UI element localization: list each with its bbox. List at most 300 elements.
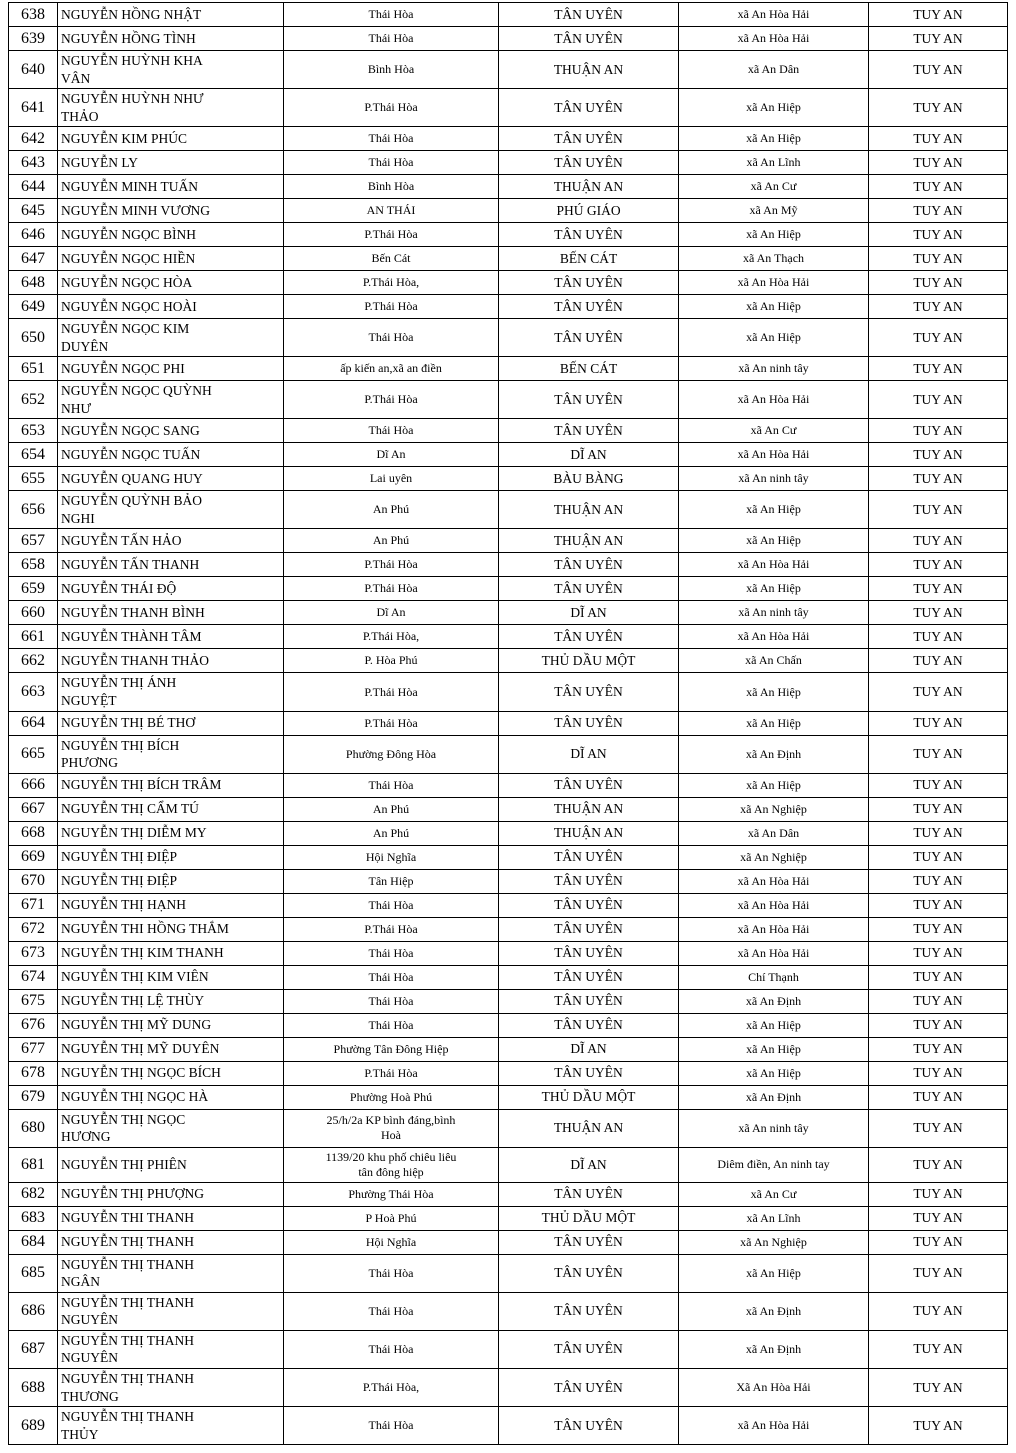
row-number-cell: 658 (9, 553, 58, 577)
full-name-cell: NGUYỄN MINH TUẤN (58, 175, 284, 199)
full-name-cell: NGUYỄN THI THANH (58, 1206, 284, 1230)
origin-place-cell: P.Thái Hòa (284, 577, 499, 601)
full-name-cell: NGUYỄN NGỌC BÌNH (58, 223, 284, 247)
row-number-cell: 640 (9, 51, 58, 89)
destination-district-cell: TUY AN (869, 1407, 1008, 1445)
row-number-cell: 684 (9, 1230, 58, 1254)
row-number-cell: 673 (9, 941, 58, 965)
full-name-cell: NGUYỄN NGỌC PHI (58, 357, 284, 381)
people-table (8, 2, 1008, 1445)
origin-district-cell: TÂN UYÊN (499, 773, 679, 797)
origin-district-cell: THỦ DẦU MỘT (499, 1206, 679, 1230)
origin-place-cell: An Phú (284, 491, 499, 529)
table-row (9, 27, 1008, 51)
origin-place-cell: Lai uyên (284, 467, 499, 491)
origin-district-cell: PHÚ GIÁO (499, 199, 679, 223)
row-number-cell: 685 (9, 1254, 58, 1292)
destination-district-cell: TUY AN (869, 735, 1008, 773)
full-name-cell: NGUYỄN THỊ BÉ THƠ (58, 711, 284, 735)
destination-district-cell: TUY AN (869, 27, 1008, 51)
destination-commune-cell: Diêm điền, An ninh tay (679, 1147, 869, 1182)
origin-place-cell: Thái Hòa (284, 893, 499, 917)
row-number-cell: 659 (9, 577, 58, 601)
table-row (9, 625, 1008, 649)
origin-place-cell: Thái Hòa (284, 1292, 499, 1330)
origin-place-cell: P.Thái Hòa (284, 673, 499, 711)
origin-district-cell: TÂN UYÊN (499, 989, 679, 1013)
origin-district-cell: TÂN UYÊN (499, 673, 679, 711)
row-number-cell: 661 (9, 625, 58, 649)
table-row (9, 127, 1008, 151)
origin-district-cell: TÂN UYÊN (499, 381, 679, 419)
full-name-cell: NGUYỄN THỊ LỆ THÙY (58, 989, 284, 1013)
origin-place-cell: P.Thái Hòa, (284, 1369, 499, 1407)
table-row (9, 223, 1008, 247)
table-row (9, 319, 1008, 357)
table-row (9, 247, 1008, 271)
destination-commune-cell: xã An Hòa Hải (679, 625, 869, 649)
origin-place-cell: Thái Hòa (284, 965, 499, 989)
origin-district-cell: THUẬN AN (499, 821, 679, 845)
destination-district-cell: TUY AN (869, 1230, 1008, 1254)
row-number-cell: 667 (9, 797, 58, 821)
destination-commune-cell: xã An Hiệp (679, 127, 869, 151)
table-row (9, 491, 1008, 529)
destination-commune-cell: xã An Hiệp (679, 773, 869, 797)
origin-place-cell: Phường Hoà Phú (284, 1085, 499, 1109)
destination-district-cell: TUY AN (869, 1085, 1008, 1109)
destination-district-cell: TUY AN (869, 3, 1008, 27)
row-number-cell: 683 (9, 1206, 58, 1230)
origin-place-cell: Thái Hòa (284, 3, 499, 27)
table-row (9, 3, 1008, 27)
destination-commune-cell: xã An Hòa Hải (679, 917, 869, 941)
origin-place-cell: P.Thái Hòa (284, 89, 499, 127)
origin-district-cell: TÂN UYÊN (499, 965, 679, 989)
full-name-cell: NGUYỄN THỊ NGỌC HƯƠNG (58, 1109, 284, 1147)
row-number-cell: 645 (9, 199, 58, 223)
origin-place-cell: Thái Hòa (284, 1254, 499, 1292)
destination-district-cell: TUY AN (869, 1254, 1008, 1292)
origin-district-cell: TÂN UYÊN (499, 3, 679, 27)
table-row (9, 577, 1008, 601)
row-number-cell: 638 (9, 3, 58, 27)
destination-commune-cell: xã An Cư (679, 419, 869, 443)
row-number-cell: 672 (9, 917, 58, 941)
destination-district-cell: TUY AN (869, 443, 1008, 467)
table-row (9, 1330, 1008, 1368)
full-name-cell: NGUYỄN THỊ THANH THƯƠNG (58, 1369, 284, 1407)
origin-place-cell: 25/h/2a KP bình đáng,bình Hoà (284, 1109, 499, 1147)
destination-commune-cell: xã An Hiệp (679, 577, 869, 601)
destination-commune-cell: xã An Hiệp (679, 223, 869, 247)
origin-district-cell: THỦ DẦU MỘT (499, 1085, 679, 1109)
row-number-cell: 677 (9, 1037, 58, 1061)
destination-commune-cell: xã An Hiệp (679, 529, 869, 553)
row-number-cell: 651 (9, 357, 58, 381)
origin-district-cell: TÂN UYÊN (499, 845, 679, 869)
destination-commune-cell: xã An Hòa Hải (679, 1407, 869, 1445)
origin-place-cell: Thái Hòa (284, 319, 499, 357)
destination-commune-cell: xã An Hiệp (679, 491, 869, 529)
origin-place-cell: Phường Thái Hòa (284, 1182, 499, 1206)
table-row (9, 443, 1008, 467)
full-name-cell: NGUYỄN HUỲNH KHA VÂN (58, 51, 284, 89)
origin-district-cell: TÂN UYÊN (499, 127, 679, 151)
destination-commune-cell: xã An Lĩnh (679, 151, 869, 175)
origin-place-cell: Thái Hòa (284, 1407, 499, 1445)
destination-commune-cell: xã An Hiệp (679, 1013, 869, 1037)
destination-commune-cell: xã An Định (679, 1330, 869, 1368)
origin-district-cell: BÀU BÀNG (499, 467, 679, 491)
destination-district-cell: TUY AN (869, 175, 1008, 199)
destination-district-cell: TUY AN (869, 127, 1008, 151)
full-name-cell: NGUYỄN THỊ NGỌC HÀ (58, 1085, 284, 1109)
origin-place-cell: Bến Cát (284, 247, 499, 271)
destination-commune-cell: Xã An Hòa Hải (679, 1369, 869, 1407)
destination-district-cell: TUY AN (869, 1037, 1008, 1061)
table-row (9, 89, 1008, 127)
origin-district-cell: TÂN UYÊN (499, 917, 679, 941)
destination-commune-cell: xã An Định (679, 989, 869, 1013)
destination-commune-cell: xã An ninh tây (679, 601, 869, 625)
row-number-cell: 689 (9, 1407, 58, 1445)
table-row (9, 553, 1008, 577)
origin-place-cell: P.Thái Hòa (284, 223, 499, 247)
table-row (9, 1182, 1008, 1206)
row-number-cell: 653 (9, 419, 58, 443)
destination-district-cell: TUY AN (869, 553, 1008, 577)
origin-place-cell: P.Thái Hòa (284, 917, 499, 941)
full-name-cell: NGUYỄN THỊ NGỌC BÍCH (58, 1061, 284, 1085)
table-row (9, 1206, 1008, 1230)
origin-place-cell: P.Thái Hòa (284, 295, 499, 319)
origin-place-cell: Thái Hòa (284, 773, 499, 797)
row-number-cell: 680 (9, 1109, 58, 1147)
full-name-cell: NGUYỄN NGỌC QUỲNH NHƯ (58, 381, 284, 419)
table-row (9, 381, 1008, 419)
origin-district-cell: TÂN UYÊN (499, 89, 679, 127)
row-number-cell: 670 (9, 869, 58, 893)
row-number-cell: 669 (9, 845, 58, 869)
table-row (9, 51, 1008, 89)
table-row (9, 1254, 1008, 1292)
destination-district-cell: TUY AN (869, 357, 1008, 381)
full-name-cell: NGUYỄN NGỌC HÒA (58, 271, 284, 295)
row-number-cell: 642 (9, 127, 58, 151)
destination-district-cell: TUY AN (869, 845, 1008, 869)
origin-district-cell: TÂN UYÊN (499, 419, 679, 443)
destination-district-cell: TUY AN (869, 295, 1008, 319)
row-number-cell: 646 (9, 223, 58, 247)
row-number-cell: 676 (9, 1013, 58, 1037)
full-name-cell: NGUYỄN THỊ BÍCH PHƯƠNG (58, 735, 284, 773)
row-number-cell: 656 (9, 491, 58, 529)
full-name-cell: NGUYỄN THANH BÌNH (58, 601, 284, 625)
destination-commune-cell: xã An ninh tây (679, 357, 869, 381)
destination-commune-cell: xã An Hòa Hải (679, 869, 869, 893)
destination-commune-cell: xã An Dân (679, 821, 869, 845)
origin-place-cell: P.Thái Hòa, (284, 625, 499, 649)
destination-district-cell: TUY AN (869, 1147, 1008, 1182)
destination-district-cell: TUY AN (869, 491, 1008, 529)
origin-place-cell: Dĩ An (284, 601, 499, 625)
destination-district-cell: TUY AN (869, 711, 1008, 735)
table-row (9, 271, 1008, 295)
origin-district-cell: THUẬN AN (499, 51, 679, 89)
table-row (9, 175, 1008, 199)
destination-commune-cell: xã An Hiệp (679, 89, 869, 127)
full-name-cell: NGUYỄN NGỌC HOÀI (58, 295, 284, 319)
table-row (9, 893, 1008, 917)
origin-place-cell: 1139/20 khu phố chiêu liêu tân đông hiệp (284, 1147, 499, 1182)
row-number-cell: 662 (9, 649, 58, 673)
full-name-cell: NGUYỄN HỒNG TÌNH (58, 27, 284, 51)
full-name-cell: NGUYỄN THỊ BÍCH TRÂM (58, 773, 284, 797)
full-name-cell: NGUYỄN QUỲNH BẢO NGHI (58, 491, 284, 529)
row-number-cell: 660 (9, 601, 58, 625)
destination-commune-cell: xã An Hòa Hải (679, 271, 869, 295)
origin-district-cell: THUẬN AN (499, 529, 679, 553)
origin-district-cell: DĨ AN (499, 1037, 679, 1061)
row-number-cell: 644 (9, 175, 58, 199)
full-name-cell: NGUYỄN THÀNH TÂM (58, 625, 284, 649)
row-number-cell: 681 (9, 1147, 58, 1182)
origin-place-cell: Bình Hòa (284, 175, 499, 199)
origin-place-cell: P.Thái Hòa (284, 711, 499, 735)
table-row (9, 1085, 1008, 1109)
destination-commune-cell: xã An Hiệp (679, 295, 869, 319)
destination-commune-cell: xã An ninh tây (679, 467, 869, 491)
table-row (9, 821, 1008, 845)
destination-district-cell: TUY AN (869, 151, 1008, 175)
destination-commune-cell: xã An Thạch (679, 247, 869, 271)
origin-district-cell: TÂN UYÊN (499, 1061, 679, 1085)
table-row (9, 1292, 1008, 1330)
full-name-cell: NGUYỄN THỊ CẨM TÚ (58, 797, 284, 821)
origin-district-cell: TÂN UYÊN (499, 711, 679, 735)
origin-district-cell: TÂN UYÊN (499, 1330, 679, 1368)
origin-place-cell: P.Thái Hòa, (284, 271, 499, 295)
origin-district-cell: TÂN UYÊN (499, 869, 679, 893)
origin-place-cell: Thái Hòa (284, 989, 499, 1013)
destination-district-cell: TUY AN (869, 1330, 1008, 1368)
full-name-cell: NGUYỄN THỊ KIM VIÊN (58, 965, 284, 989)
destination-commune-cell: xã An Hiệp (679, 711, 869, 735)
origin-district-cell: TÂN UYÊN (499, 1369, 679, 1407)
table-row (9, 467, 1008, 491)
full-name-cell: NGUYỄN THỊ MỸ DUNG (58, 1013, 284, 1037)
origin-district-cell: TÂN UYÊN (499, 577, 679, 601)
row-number-cell: 686 (9, 1292, 58, 1330)
full-name-cell: NGUYỄN THỊ DIỄM MY (58, 821, 284, 845)
row-number-cell: 682 (9, 1182, 58, 1206)
origin-district-cell: TÂN UYÊN (499, 295, 679, 319)
origin-district-cell: THUẬN AN (499, 797, 679, 821)
origin-district-cell: TÂN UYÊN (499, 151, 679, 175)
destination-district-cell: TUY AN (869, 381, 1008, 419)
origin-district-cell: BẾN CÁT (499, 357, 679, 381)
destination-commune-cell: xã An ninh tây (679, 1109, 869, 1147)
destination-commune-cell: xã An Nghiệp (679, 845, 869, 869)
table-row (9, 151, 1008, 175)
origin-district-cell: DĨ AN (499, 1147, 679, 1182)
destination-district-cell: TUY AN (869, 773, 1008, 797)
origin-place-cell: An Phú (284, 797, 499, 821)
row-number-cell: 643 (9, 151, 58, 175)
table-row (9, 941, 1008, 965)
table-row (9, 1230, 1008, 1254)
destination-commune-cell: xã An Hòa Hải (679, 553, 869, 577)
destination-district-cell: TUY AN (869, 917, 1008, 941)
destination-commune-cell: xã An Nghiệp (679, 1230, 869, 1254)
row-number-cell: 664 (9, 711, 58, 735)
table-row (9, 529, 1008, 553)
origin-place-cell: P.Thái Hòa (284, 553, 499, 577)
full-name-cell: NGUYỄN THANH THẢO (58, 649, 284, 673)
destination-commune-cell: xã An Hòa Hải (679, 27, 869, 51)
table-row (9, 965, 1008, 989)
row-number-cell: 657 (9, 529, 58, 553)
full-name-cell: NGUYỄN THỊ ĐIỆP (58, 869, 284, 893)
destination-commune-cell: xã An Hiệp (679, 1254, 869, 1292)
table-row (9, 917, 1008, 941)
destination-commune-cell: xã An Hiệp (679, 1061, 869, 1085)
origin-district-cell: THỦ DẦU MỘT (499, 649, 679, 673)
table-row (9, 989, 1008, 1013)
destination-district-cell: TUY AN (869, 199, 1008, 223)
table-row (9, 1109, 1008, 1147)
origin-district-cell: THUẬN AN (499, 175, 679, 199)
table-row (9, 735, 1008, 773)
origin-place-cell: P.Thái Hòa (284, 381, 499, 419)
destination-district-cell: TUY AN (869, 1369, 1008, 1407)
origin-place-cell: P Hoà Phú (284, 1206, 499, 1230)
origin-place-cell: Hội Nghĩa (284, 845, 499, 869)
destination-commune-cell: xã An Hiệp (679, 673, 869, 711)
destination-district-cell: TUY AN (869, 467, 1008, 491)
row-number-cell: 648 (9, 271, 58, 295)
row-number-cell: 663 (9, 673, 58, 711)
full-name-cell: NGUYỄN NGỌC SANG (58, 419, 284, 443)
row-number-cell: 678 (9, 1061, 58, 1085)
destination-district-cell: TUY AN (869, 601, 1008, 625)
full-name-cell: NGUYỄN LY (58, 151, 284, 175)
destination-district-cell: TUY AN (869, 319, 1008, 357)
full-name-cell: NGUYỄN THỊ PHIÊN (58, 1147, 284, 1182)
destination-commune-cell: xã An Hòa Hải (679, 381, 869, 419)
destination-commune-cell: xã An Hòa Hải (679, 443, 869, 467)
full-name-cell: NGUYỄN THÁI ĐỘ (58, 577, 284, 601)
table-row (9, 1013, 1008, 1037)
full-name-cell: NGUYỄN NGỌC TUẤN (58, 443, 284, 467)
origin-district-cell: TÂN UYÊN (499, 1407, 679, 1445)
origin-district-cell: TÂN UYÊN (499, 223, 679, 247)
full-name-cell: NGUYỄN THỊ THANH NGUYÊN (58, 1292, 284, 1330)
table-row (9, 673, 1008, 711)
destination-district-cell: TUY AN (869, 673, 1008, 711)
full-name-cell: NGUYỄN THỊ ÁNH NGUYỆT (58, 673, 284, 711)
origin-place-cell: Dĩ An (284, 443, 499, 467)
destination-district-cell: TUY AN (869, 1292, 1008, 1330)
table-row (9, 357, 1008, 381)
table-row (9, 1037, 1008, 1061)
row-number-cell: 675 (9, 989, 58, 1013)
full-name-cell: NGUYỄN HUỲNH NHƯ THẢO (58, 89, 284, 127)
origin-place-cell: Phường Tân Đông Hiệp (284, 1037, 499, 1061)
table-row (9, 1147, 1008, 1182)
destination-district-cell: TUY AN (869, 797, 1008, 821)
full-name-cell: NGUYỄN MINH VƯƠNG (58, 199, 284, 223)
destination-commune-cell: xã An Hòa Hải (679, 893, 869, 917)
origin-district-cell: TÂN UYÊN (499, 1254, 679, 1292)
destination-commune-cell: xã An Định (679, 735, 869, 773)
full-name-cell: NGUYỄN THỊ THANH THỦY (58, 1407, 284, 1445)
full-name-cell: NGUYỄN TẤN THANH (58, 553, 284, 577)
row-number-cell: 655 (9, 467, 58, 491)
destination-district-cell: TUY AN (869, 529, 1008, 553)
destination-district-cell: TUY AN (869, 821, 1008, 845)
destination-district-cell: TUY AN (869, 1013, 1008, 1037)
origin-place-cell: AN THÁI (284, 199, 499, 223)
full-name-cell: NGUYỄN THỊ MỸ DUYÊN (58, 1037, 284, 1061)
table-row (9, 649, 1008, 673)
origin-place-cell: Phường Đông Hòa (284, 735, 499, 773)
origin-place-cell: Thái Hòa (284, 1330, 499, 1368)
origin-place-cell: Hội Nghĩa (284, 1230, 499, 1254)
destination-district-cell: TUY AN (869, 419, 1008, 443)
origin-place-cell: An Phú (284, 529, 499, 553)
row-number-cell: 650 (9, 319, 58, 357)
origin-place-cell: ấp kiến an,xã an điền (284, 357, 499, 381)
origin-place-cell: Thái Hòa (284, 151, 499, 175)
origin-district-cell: TÂN UYÊN (499, 941, 679, 965)
table-row (9, 773, 1008, 797)
destination-district-cell: TUY AN (869, 51, 1008, 89)
full-name-cell: NGUYỄN HỒNG NHẬT (58, 3, 284, 27)
full-name-cell: NGUYỄN KIM PHÚC (58, 127, 284, 151)
row-number-cell: 668 (9, 821, 58, 845)
full-name-cell: NGUYỄN THỊ THANH (58, 1230, 284, 1254)
destination-district-cell: TUY AN (869, 1182, 1008, 1206)
full-name-cell: NGUYỄN THỊ THANH NGÂN (58, 1254, 284, 1292)
destination-district-cell: TUY AN (869, 941, 1008, 965)
destination-commune-cell: xã An Hòa Hải (679, 941, 869, 965)
table-row (9, 295, 1008, 319)
origin-place-cell: An Phú (284, 821, 499, 845)
full-name-cell: NGUYỄN THI HỒNG THẮM (58, 917, 284, 941)
table-row (9, 845, 1008, 869)
origin-district-cell: TÂN UYÊN (499, 893, 679, 917)
row-number-cell: 665 (9, 735, 58, 773)
full-name-cell: NGUYỄN NGỌC KIM DUYÊN (58, 319, 284, 357)
destination-district-cell: TUY AN (869, 625, 1008, 649)
destination-district-cell: TUY AN (869, 577, 1008, 601)
origin-district-cell: THUẬN AN (499, 1109, 679, 1147)
destination-commune-cell: xã An Mỹ (679, 199, 869, 223)
origin-place-cell: Thái Hòa (284, 941, 499, 965)
destination-commune-cell: xã An Dân (679, 51, 869, 89)
row-number-cell: 679 (9, 1085, 58, 1109)
destination-commune-cell: xã An Định (679, 1085, 869, 1109)
origin-district-cell: TÂN UYÊN (499, 1182, 679, 1206)
origin-district-cell: TÂN UYÊN (499, 1013, 679, 1037)
row-number-cell: 647 (9, 247, 58, 271)
table-row (9, 869, 1008, 893)
row-number-cell: 688 (9, 1369, 58, 1407)
origin-place-cell: Thái Hòa (284, 419, 499, 443)
row-number-cell: 674 (9, 965, 58, 989)
